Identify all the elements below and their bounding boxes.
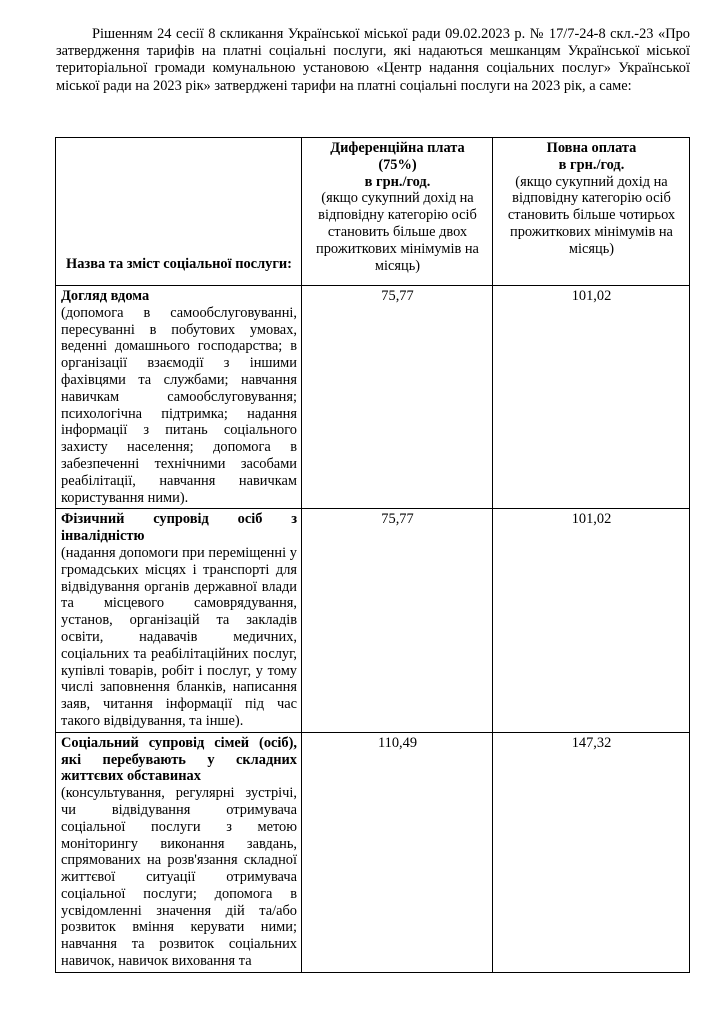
service-title: Фізичний супровід осіб з інвалідністю [61,511,297,545]
differential-fee-title: Диференційна плата [330,140,465,156]
service-title: Соціальний супровід сімей (осіб), які перебувають у складних життєвих обставинах [61,734,297,785]
column-header-full-payment [493,138,690,286]
service-description: (консультування, регулярні зустрічі, чи відвідування отримувача соціальної послуги з метою моніторингу виконання завдань, спрямованих на розв'язання складної життєвої ситуації отримувача соціальної послуги; допомога в усвідомленні значення дій та/або розвиток вміння керувати ними; навчання та розвиток соціальних навичок, навичок виховання та [61,785,297,970]
tariffs-table [55,137,690,973]
differential-price: 75,77 [302,509,493,732]
table-row [56,286,690,509]
table-row [56,509,690,732]
differential-price: 75,77 [302,286,493,509]
full-payment-title: Повна оплата [546,140,637,156]
service-cell [56,286,302,509]
intro-paragraph: Рішенням 24 сесії 8 скликання Української міської ради 09.02.2023 р. № 17/7-24-8 скл.-23 «Про затвердження тарифів на платні соціальні послуги, які надаються мешканцям Української міської територіальної громади комунальною установою «Центр надання соціальних послуг» Української міської ради на 2023 рік» затверджені тарифи на платні соціальні послуги на 2023 рік, а саме: [56,26,690,94]
column-header-differential-fee [302,138,493,286]
differential-fee-unit: в грн./год. [364,173,431,190]
full-price: 101,02 [493,286,690,509]
service-description: (надання допомоги при переміщенні у громадських місцях і транспорті для відвідування органів державної влади та місцевого самоврядування, установ, організацій та закладів освіти, надавачів медичних, соціальних та реабілітаційних послуг, купівлі товарів, робіт і послуг, у тому числі заповнення бланків, написання заяв, читання інформації під час такого відвідування, та інше). [61,544,297,729]
service-cell [56,509,302,732]
service-description: (допомога в самообслуговуванні, пересуванні в побутових умовах, веденні домашнього господарства; в організації взаємодії з іншими фахівцями та службами; навчання навичкам самообслуговування; психологічна підтримка; надання інформації з питань соціального захисту населення; допомога в забезпеченні технічними засобами реабілітації, навчання навичкам користування ними). [61,304,297,506]
table-row [56,732,690,972]
differential-fee-note: (якщо сукупний дохід на відповідну категорію осіб становить більше двох прожиткових мінімумів на місяць) [316,190,479,274]
full-price: 101,02 [493,509,690,732]
full-price: 147,32 [493,732,690,972]
differential-price: 110,49 [302,732,493,972]
table-header-row [56,138,690,286]
full-payment-unit: в грн./год. [558,156,625,173]
full-payment-note: (якщо сукупний дохід на відповідну категорію осіб становить більше чотирьох прожиткових мінімумів на місяць) [507,173,676,257]
service-title: Догляд вдома [61,288,150,304]
differential-fee-percent: (75%) [378,156,417,173]
service-cell [56,732,302,972]
column-header-service-name: Назва та зміст соціальної послуги: [56,138,302,286]
